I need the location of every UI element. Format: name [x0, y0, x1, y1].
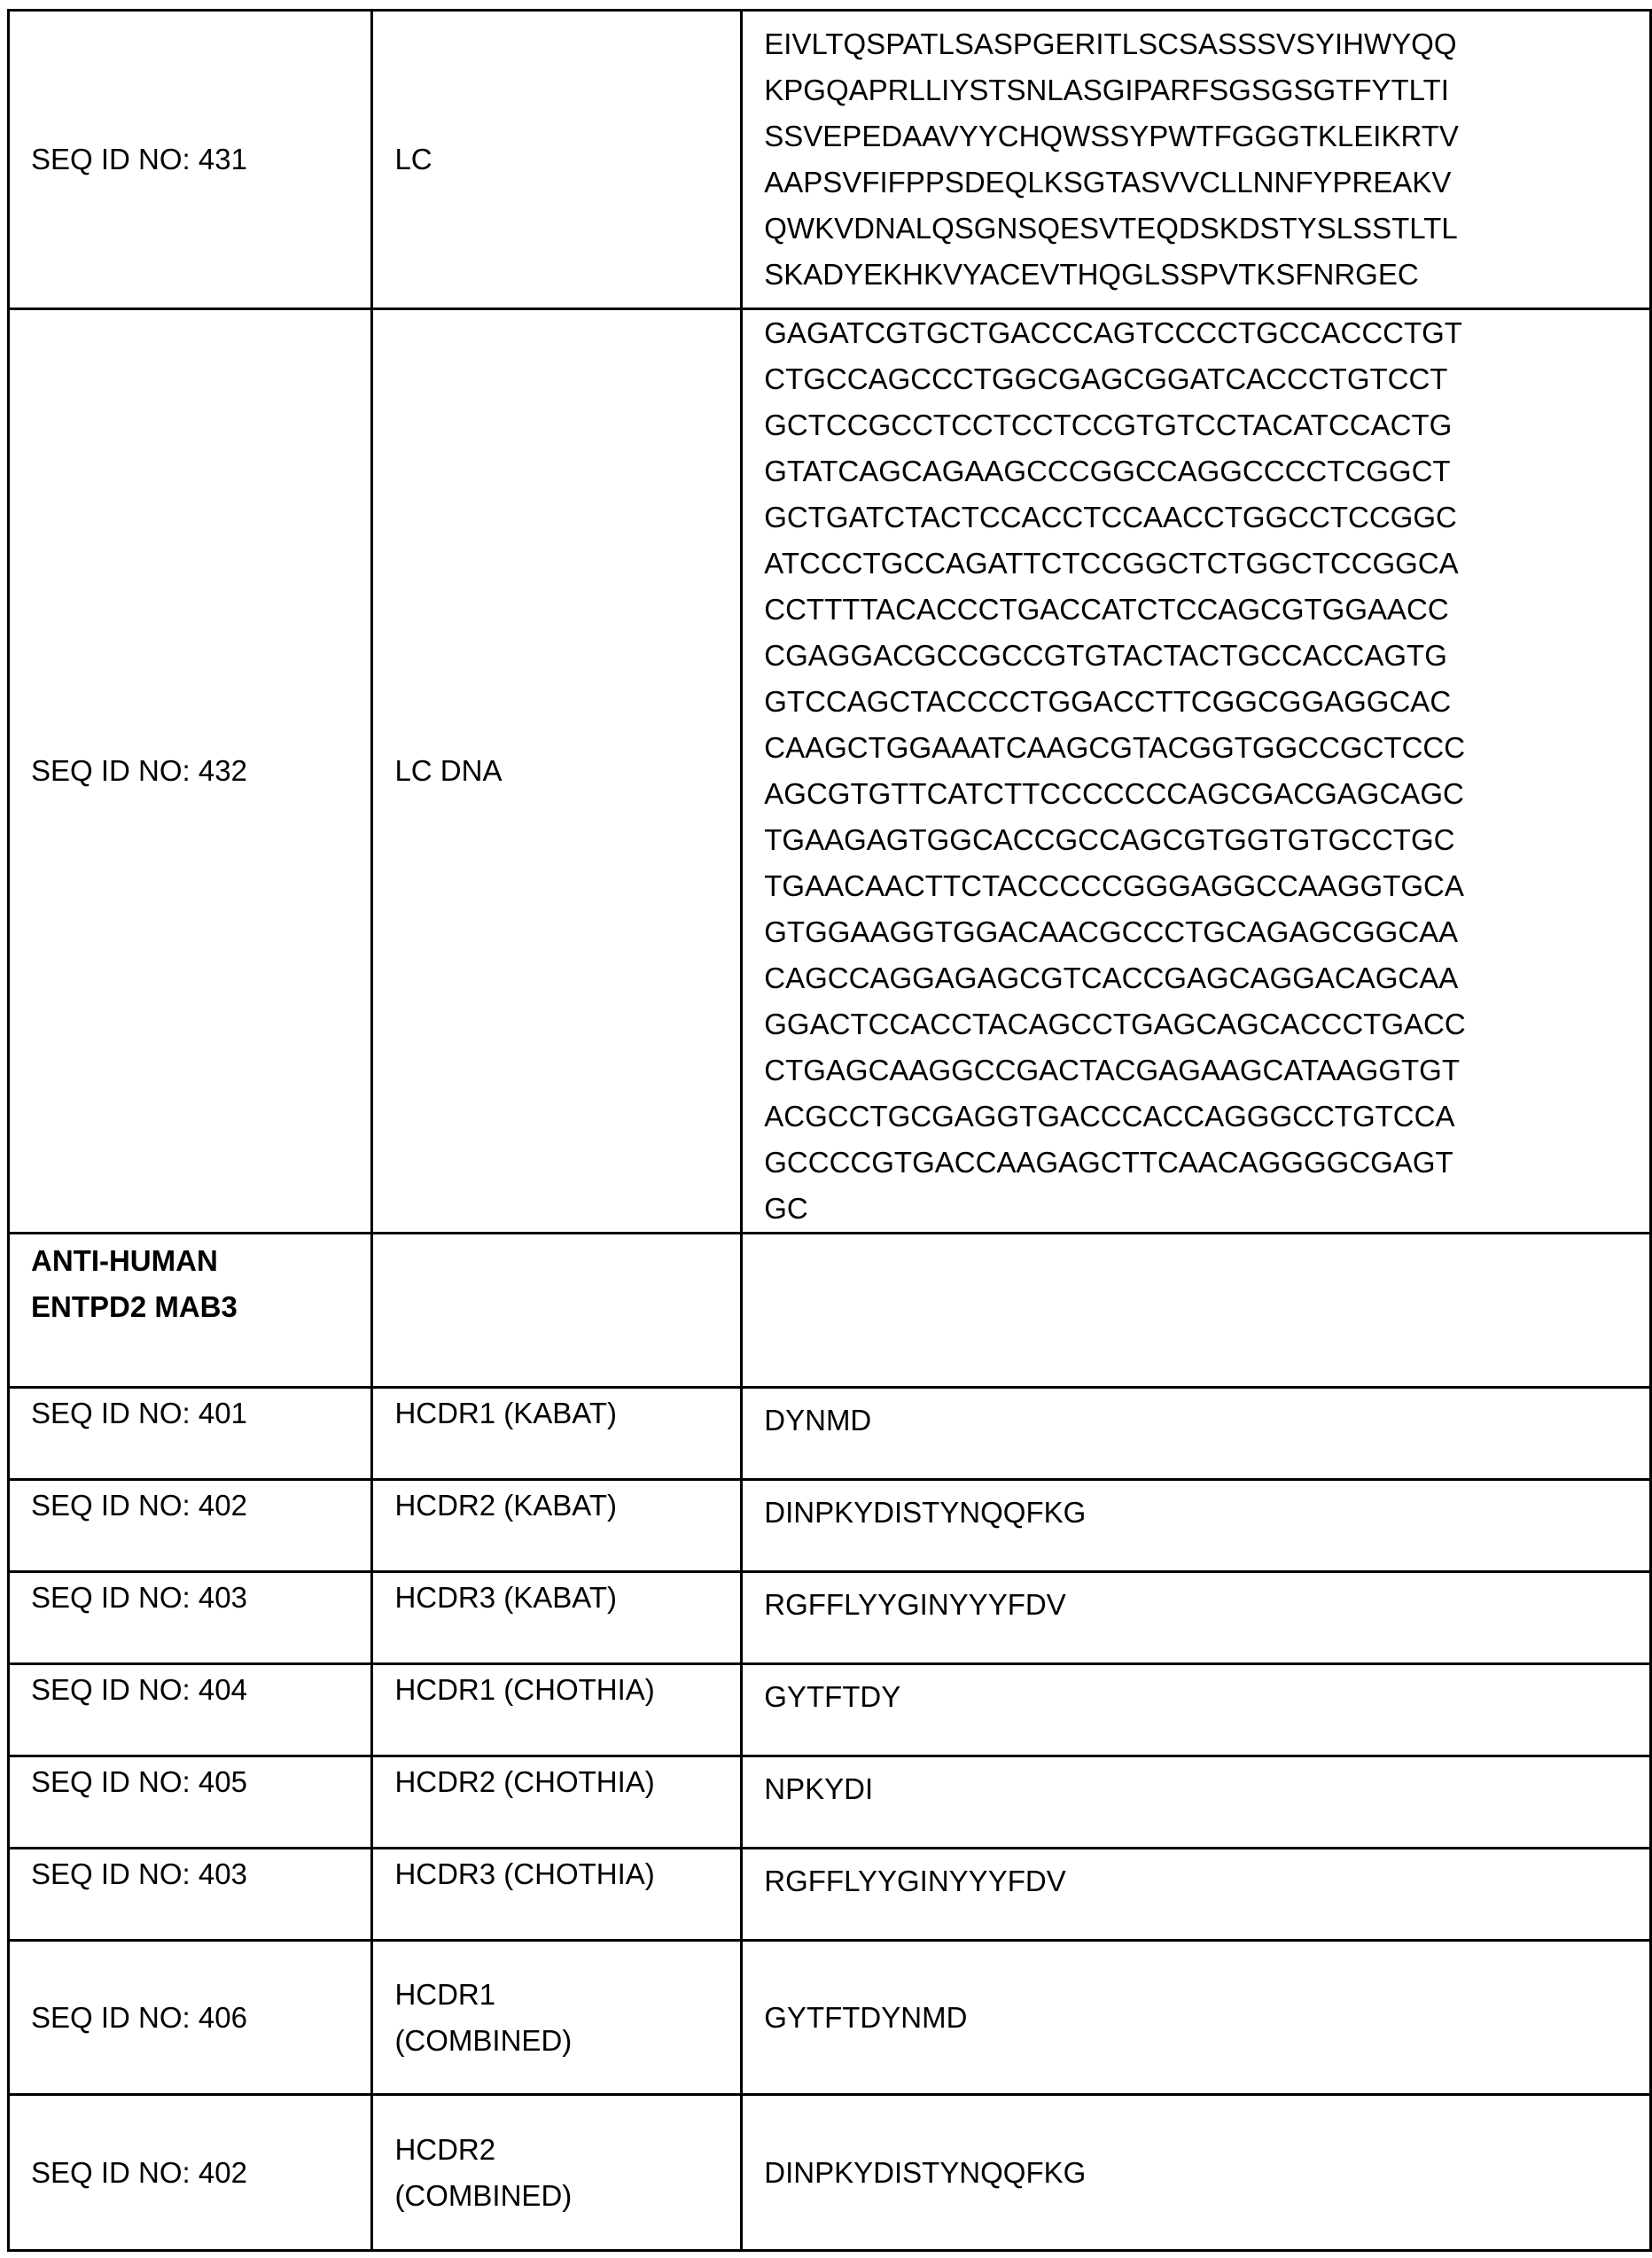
seq-type-cell: LC	[372, 11, 742, 309]
sequence-line: CTGAGCAAGGCCGACTACGAGAAGCATAAGGTGT	[764, 1047, 1649, 1094]
seq-id-cell: SEQ ID NO: 405	[9, 1756, 372, 1849]
sequence-line: GCCCCGTGACCAAGAGCTTCAACAGGGGCGAGT	[764, 1140, 1649, 1186]
sequence-line: SSVEPEDAAVYYCHQWSSYPWTFGGGTKLEIKRTV	[764, 113, 1649, 160]
sequence-cell: DINPKYDISTYNQQFKG	[742, 1480, 1651, 1572]
table-row	[9, 2095, 1651, 2251]
sequence-line: CAAGCTGGAAATCAAGCGTACGGTGGCCGCTCCC	[764, 725, 1649, 771]
sequence-line: QWKVDNALQSGNSQESVTEQDSKDSTYSLSSTLTL	[764, 206, 1649, 252]
sequence-line: TGAAGAGTGGCACCGCCAGCGTGGTGTGCCTGC	[764, 817, 1649, 863]
sequence-line: TGAACAACTTCTACCCCCGGGAGGCCAAGGTGCA	[764, 863, 1649, 909]
sequence-line: GCTCCGCCTCCTCCTCCGTGTCCTACATCCACTG	[764, 402, 1649, 448]
seq-id-cell: SEQ ID NO: 431	[9, 11, 372, 309]
sequence-cell: RGFFLYYGINYYYFDV	[742, 1572, 1651, 1664]
sequence-line: CGAGGACGCCGCCGTGTACTACTGCCACCAGTG	[764, 633, 1649, 679]
seq-type-cell: LC DNA	[372, 309, 742, 1234]
seq-id-cell: SEQ ID NO: 403	[9, 1572, 372, 1664]
sequence-cell: DYNMD	[742, 1388, 1651, 1480]
sequence-cell: GYTFTDYNMD	[742, 1941, 1651, 2095]
section-title-line: ENTPD2 MAB3	[31, 1284, 370, 1330]
seq-type-line: (COMBINED)	[394, 2173, 740, 2219]
seq-id-cell: SEQ ID NO: 401	[9, 1388, 372, 1480]
sequence-cell: GYTFTDY	[742, 1664, 1651, 1756]
section-title-line: ANTI-HUMAN	[31, 1238, 370, 1284]
sequence-cell	[742, 11, 1651, 309]
sequence-line: CCTTTTACACCCTGACCATCTCCAGCGTGGAACC	[764, 587, 1649, 633]
sequence-line: AGCGTGTTCATCTTCCCCCCCAGCGACGAGCAGC	[764, 771, 1649, 817]
sequence-line: KPGQAPRLLIYSTSNLASGIPARFSGSGSGTFYTLTI	[764, 67, 1649, 113]
sequence-line: CAGCCAGGAGAGCGTCACCGAGCAGGACAGCAA	[764, 955, 1649, 1001]
seq-id-cell: SEQ ID NO: 402	[9, 2095, 372, 2251]
sequence-cell: RGFFLYYGINYYYFDV	[742, 1849, 1651, 1941]
seq-type-cell: HCDR2 (CHOTHIA)	[372, 1756, 742, 1849]
sequence-line: GTCCAGCTACCCCTGGACCTTCGGCGGAGGCAC	[764, 679, 1649, 725]
seq-id-cell: SEQ ID NO: 402	[9, 1480, 372, 1572]
seq-type-cell: HCDR3 (KABAT)	[372, 1572, 742, 1664]
sequence-line: SKADYEKHKVYACEVTHQGLSSPVTKSFNRGEC	[764, 252, 1649, 298]
seq-type-line: HCDR2	[394, 2127, 740, 2173]
seq-type-cell: HCDR2 (KABAT)	[372, 1480, 742, 1572]
seq-type-cell: HCDR3 (CHOTHIA)	[372, 1849, 742, 1941]
section-header-row	[9, 1234, 1651, 1388]
table-row	[9, 1849, 1651, 1941]
sequence-line: ACGCCTGCGAGGTGACCCACCAGGGCCTGTCCA	[764, 1094, 1649, 1140]
sequence-line: GC	[764, 1186, 1649, 1232]
sequence-line: CTGCCAGCCCTGGCGAGCGGATCACCCTGTCCT	[764, 356, 1649, 402]
seq-id-cell: SEQ ID NO: 403	[9, 1849, 372, 1941]
seq-type-line: (COMBINED)	[394, 2018, 740, 2064]
seq-type-line: HCDR1	[394, 1972, 740, 2018]
table-row	[9, 11, 1651, 309]
section-title	[9, 1234, 372, 1388]
empty-cell	[372, 1234, 742, 1388]
seq-type-cell: HCDR1 (CHOTHIA)	[372, 1664, 742, 1756]
seq-type-cell: HCDR1 (KABAT)	[372, 1388, 742, 1480]
seq-id-cell: SEQ ID NO: 404	[9, 1664, 372, 1756]
sequence-cell	[742, 309, 1651, 1234]
table-row	[9, 1941, 1651, 2095]
sequence-line: GCTGATCTACTCCACCTCCAACCTGGCCTCCGGC	[764, 494, 1649, 541]
sequence-table	[7, 9, 1652, 2252]
sequence-line: EIVLTQSPATLSASPGERITLSCSASSSVSYIHWYQQ	[764, 21, 1649, 67]
seq-id-cell: SEQ ID NO: 406	[9, 1941, 372, 2095]
table-row	[9, 1756, 1651, 1849]
sequence-line: ATCCCTGCCAGATTCTCCGGCTCTGGCTCCGGCA	[764, 541, 1649, 587]
seq-type-cell	[372, 1941, 742, 2095]
table-row	[9, 1664, 1651, 1756]
table-row	[9, 1480, 1651, 1572]
sequence-line: GAGATCGTGCTGACCCAGTCCCCTGCCACCCTGT	[764, 310, 1649, 356]
table-row	[9, 309, 1651, 1234]
table-row	[9, 1388, 1651, 1480]
empty-cell	[742, 1234, 1651, 1388]
sequence-cell: NPKYDI	[742, 1756, 1651, 1849]
sequence-line: GTGGAAGGTGGACAACGCCCTGCAGAGCGGCAA	[764, 909, 1649, 955]
sequence-cell: DINPKYDISTYNQQFKG	[742, 2095, 1651, 2251]
table-row	[9, 1572, 1651, 1664]
sequence-line: GTATCAGCAGAAGCCCGGCCAGGCCCCTCGGCT	[764, 448, 1649, 494]
seq-type-cell	[372, 2095, 742, 2251]
sequence-line: AAPSVFIFPPSDEQLKSGTASVVCLLNNFYPREAKV	[764, 160, 1649, 206]
seq-id-cell: SEQ ID NO: 432	[9, 309, 372, 1234]
sequence-line: GGACTCCACCTACAGCCTGAGCAGCACCCTGACC	[764, 1001, 1649, 1047]
